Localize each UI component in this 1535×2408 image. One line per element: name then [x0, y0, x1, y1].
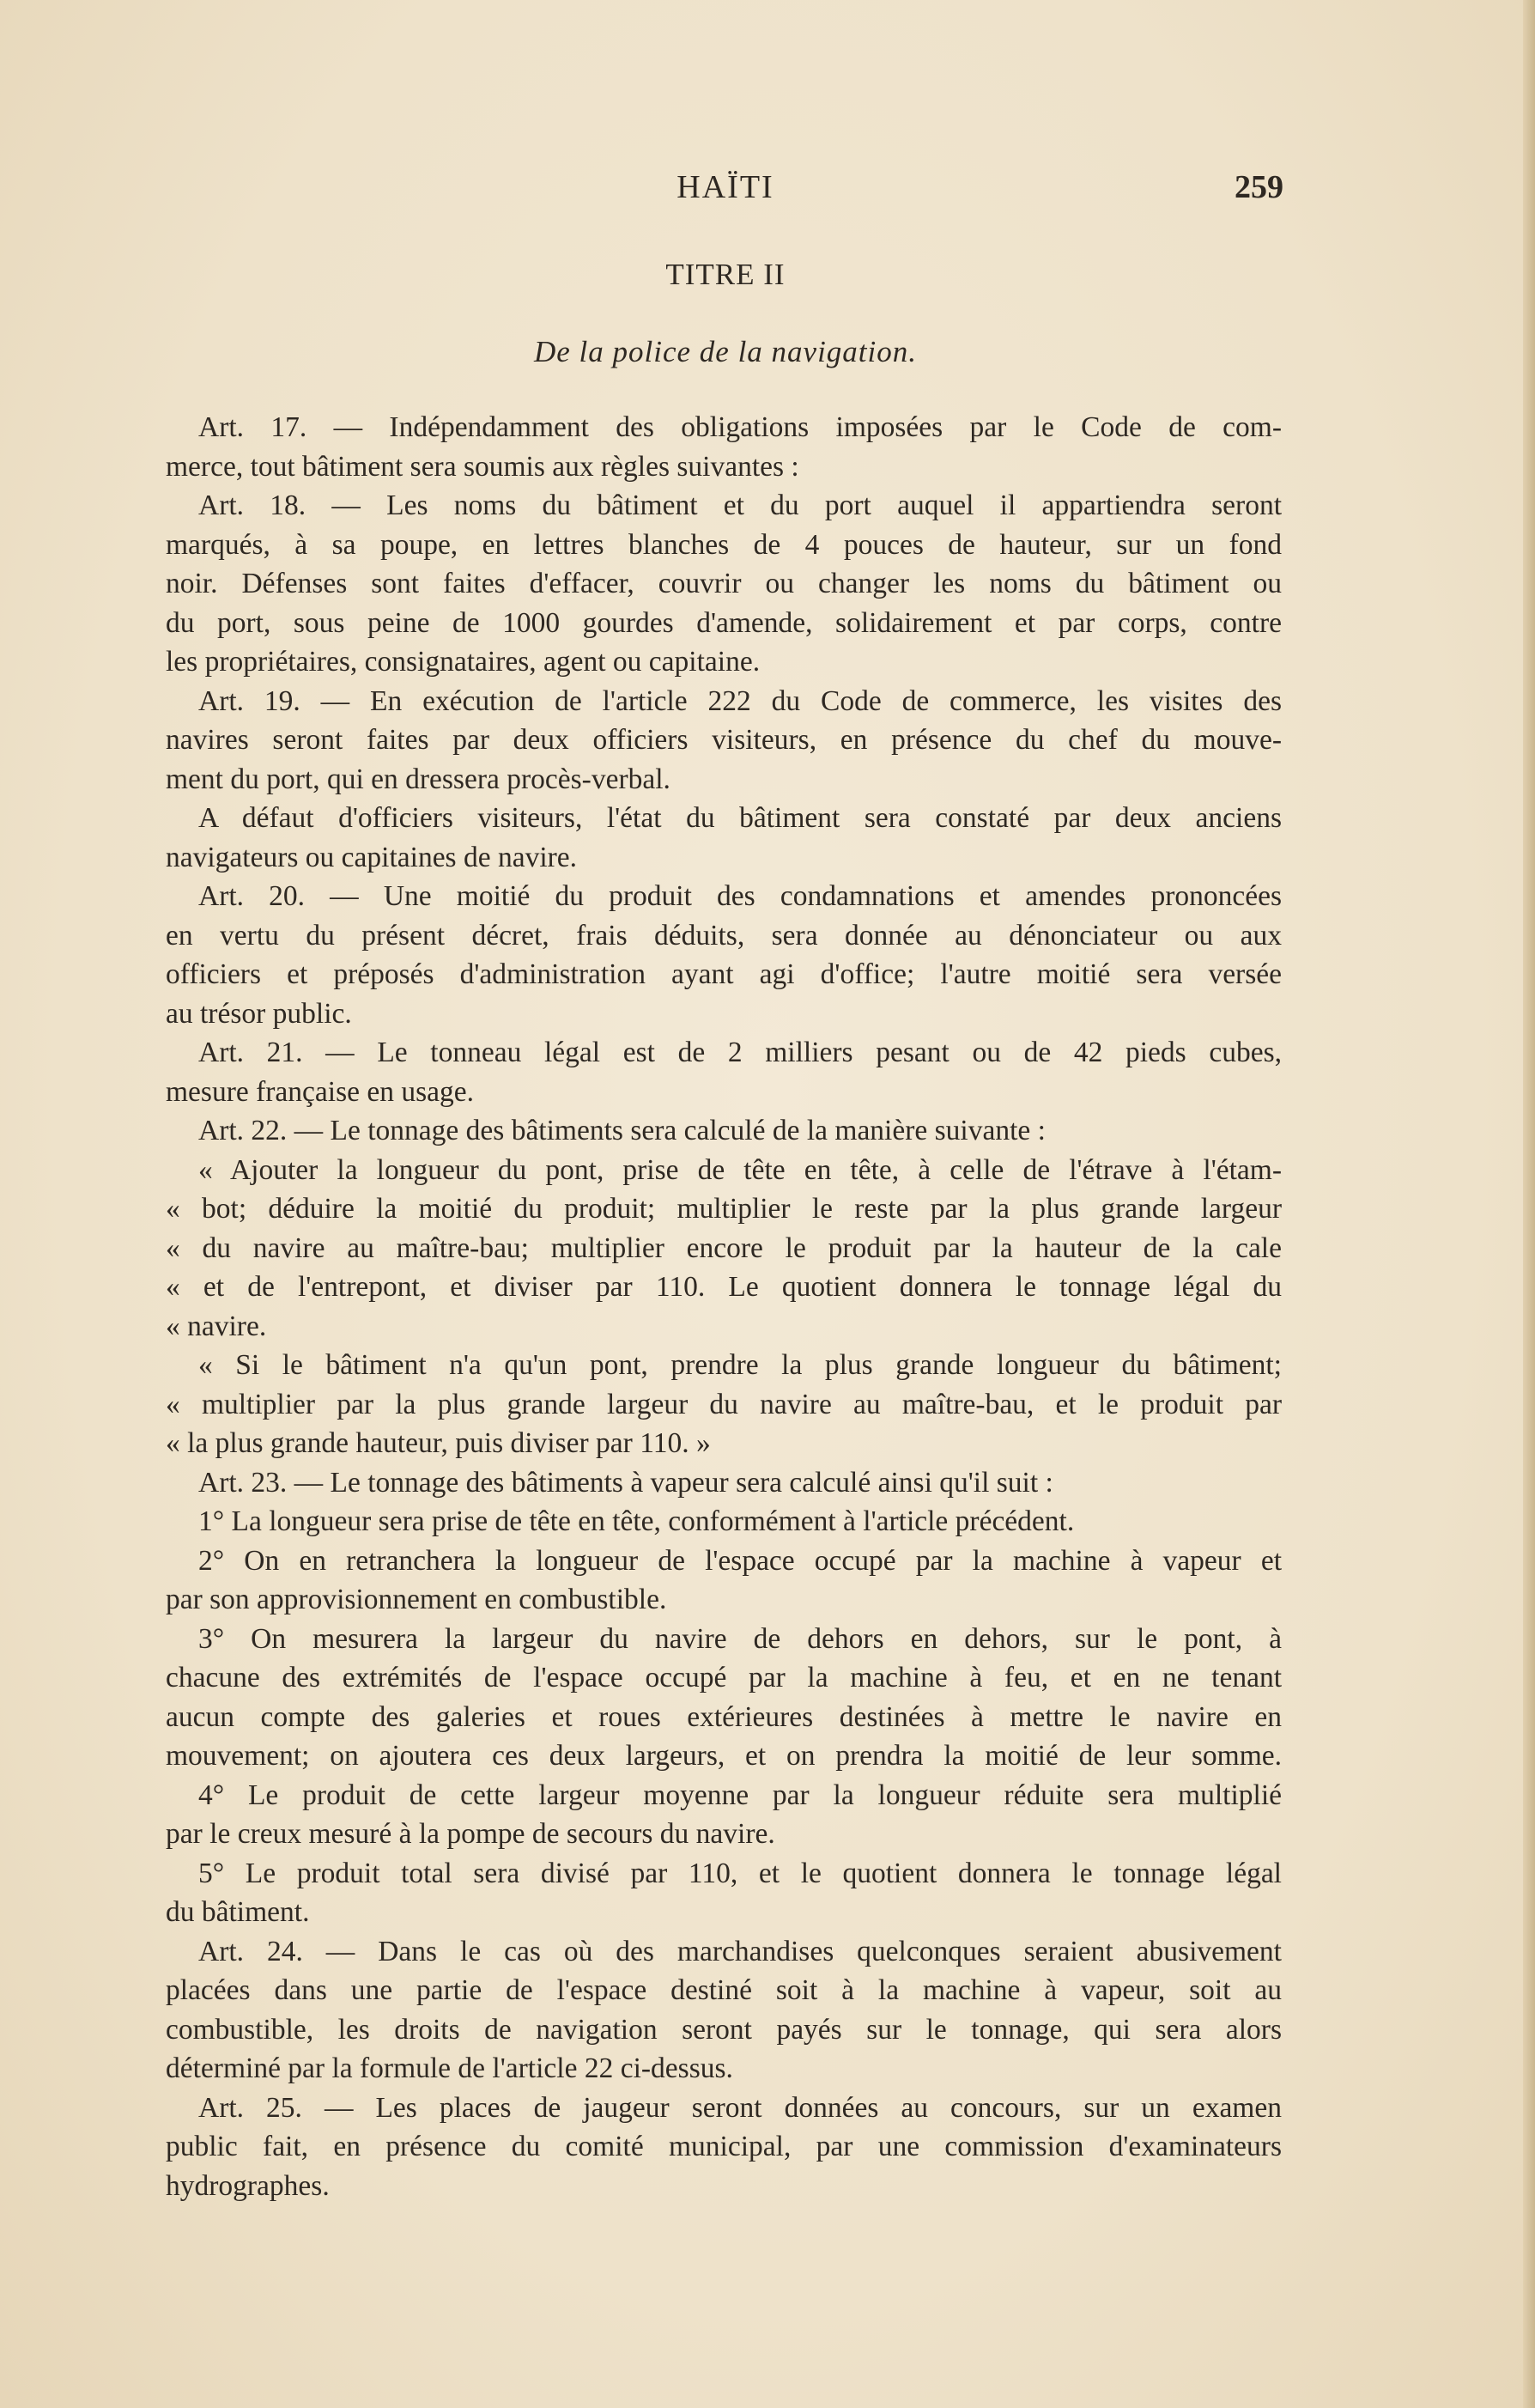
- text-line: navires seront faites par deux officiers visiteurs, en présence du chef du mouve-: [166, 724, 1282, 756]
- text-line: chacune des extrémités de l'espace occupé par la machine à feu, et en ne tenant: [166, 1662, 1282, 1694]
- text-line: Art. 25. — Les places de jaugeur seront données au concours, sur un examen: [198, 2091, 1282, 2124]
- text-line: placées dans une partie de l'espace destiné soit à la machine à vapeur, soit au: [166, 1974, 1282, 2006]
- text-line: aucun compte des galeries et roues extérieures destinées à mettre le navire en: [166, 1700, 1282, 1733]
- text-line: « navire.: [166, 1310, 267, 1342]
- text-line: navigateurs ou capitaines de navire.: [166, 841, 578, 873]
- page-header: [167, 168, 1283, 220]
- text-line: en vertu du présent décret, frais déduits, sera donnée au dénonciateur ou aux: [166, 919, 1282, 952]
- text-line: public fait, en présence du comité municipal, par une commission d'examinateurs: [166, 2131, 1282, 2162]
- section-subtitle: De la police de la navigation.: [533, 335, 918, 368]
- text-line: « la plus grande hauteur, puis diviser par 110. »: [166, 1427, 711, 1459]
- text-line: officiers et préposés d'administration ayant agi d'office; l'autre moitié sera versée: [166, 958, 1282, 990]
- text-line: noir. Défenses sont faites d'effacer, couvrir ou changer les noms du bâtiment ou: [166, 568, 1282, 599]
- text-line: 1° La longueur sera prise de tête en tête, conformément à l'article précédent.: [198, 1505, 1075, 1537]
- text-line: Art. 17. — Indépendamment des obligations imposées par le Code de com-: [198, 411, 1282, 443]
- page-number: 259: [1235, 169, 1283, 205]
- text-line: 4° Le produit de cette largeur moyenne par la longueur réduite sera multiplié: [198, 1779, 1282, 1811]
- text-line: mesure française en usage.: [166, 1075, 475, 1108]
- text-line: au trésor public.: [166, 997, 352, 1030]
- text-line: par son approvisionnement en combustible.: [166, 1584, 667, 1615]
- text-line: « Si le bâtiment n'a qu'un pont, prendre la plus grande longueur du bâtiment;: [198, 1349, 1282, 1381]
- text-line: « bot; déduire la moitié du produit; multiplier le reste par la plus grande largeur: [166, 1193, 1282, 1225]
- section-title: TITRE II: [665, 258, 786, 291]
- text-line: « Ajouter la longueur du pont, prise de tête en tête, à celle de l'étrave à l'étam-: [198, 1153, 1282, 1186]
- page-edge: [1523, 0, 1535, 2408]
- text-line: Art. 21. — Le tonneau légal est de 2 milliers pesant ou de 42 pieds cubes,: [198, 1037, 1282, 1068]
- text-line: « et de l'entrepont, et diviser par 110. Le quotient donnera le tonnage légal du: [166, 1271, 1282, 1303]
- text-line: déterminé par la formule de l'article 22 ci-dessus.: [166, 2052, 733, 2084]
- text-line: du port, sous peine de 1000 gourdes d'amende, solidairement et par corps, contre: [166, 606, 1282, 639]
- text-line: du bâtiment.: [166, 1896, 310, 1928]
- body-text: [166, 408, 1282, 2205]
- text-line: combustible, les droits de navigation seront payés sur le tonnage, qui sera alors: [166, 2013, 1282, 2046]
- text-line: Art. 24. — Dans le cas où des marchandises quelconques seraient abusivement: [198, 1935, 1282, 1967]
- text-line: Art. 20. — Une moitié du produit des condamnations et amendes prononcées: [198, 880, 1282, 912]
- text-line: merce, tout bâtiment sera soumis aux règles suivantes :: [166, 450, 799, 483]
- text-line: 5° Le produit total sera divisé par 110, et le quotient donnera le tonnage légal: [198, 1857, 1282, 1889]
- running-title: HAÏTI: [676, 169, 774, 205]
- text-line: 2° On en retranchera la longueur de l'espace occupé par la machine à vapeur et: [198, 1544, 1282, 1577]
- text-line: mouvement; on ajoutera ces deux largeurs, et on prendra la moitié de leur somme.: [166, 1740, 1282, 1772]
- text-line: par le creux mesuré à la pompe de secours du navire.: [166, 1818, 775, 1850]
- text-line: « du navire au maître-bau; multiplier encore le produit par la hauteur de la cale: [166, 1231, 1282, 1264]
- text-line: A défaut d'officiers visiteurs, l'état du bâtiment sera constaté par deux anciens: [198, 802, 1282, 834]
- text-line: 3° On mesurera la largeur du navire de dehors en dehors, sur le pont, à: [198, 1622, 1282, 1655]
- text-line: les propriétaires, consignataires, agent ou capitaine.: [166, 646, 761, 678]
- text-line: « multiplier par la plus grande largeur du navire au maître-bau, et le produit par: [166, 1388, 1282, 1420]
- text-line: Art. 18. — Les noms du bâtiment et du port auquel il appartiendra seront: [198, 490, 1282, 521]
- text-line: Art. 23. — Le tonnage des bâtiments à vapeur sera calculé ainsi qu'il suit :: [198, 1466, 1053, 1499]
- text-line: Art. 19. — En exécution de l'article 222 du Code de commerce, les visites des: [198, 684, 1282, 717]
- text-line: ment du port, qui en dressera procès-verbal.: [166, 763, 670, 795]
- text-line: Art. 22. — Le tonnage des bâtiments sera calculé de la manière suivante :: [198, 1115, 1046, 1146]
- text-line: hydrographes.: [166, 2169, 330, 2202]
- text-line: marqués, à sa poupe, en lettres blanches de 4 pouces de hauteur, sur un fond: [166, 528, 1282, 561]
